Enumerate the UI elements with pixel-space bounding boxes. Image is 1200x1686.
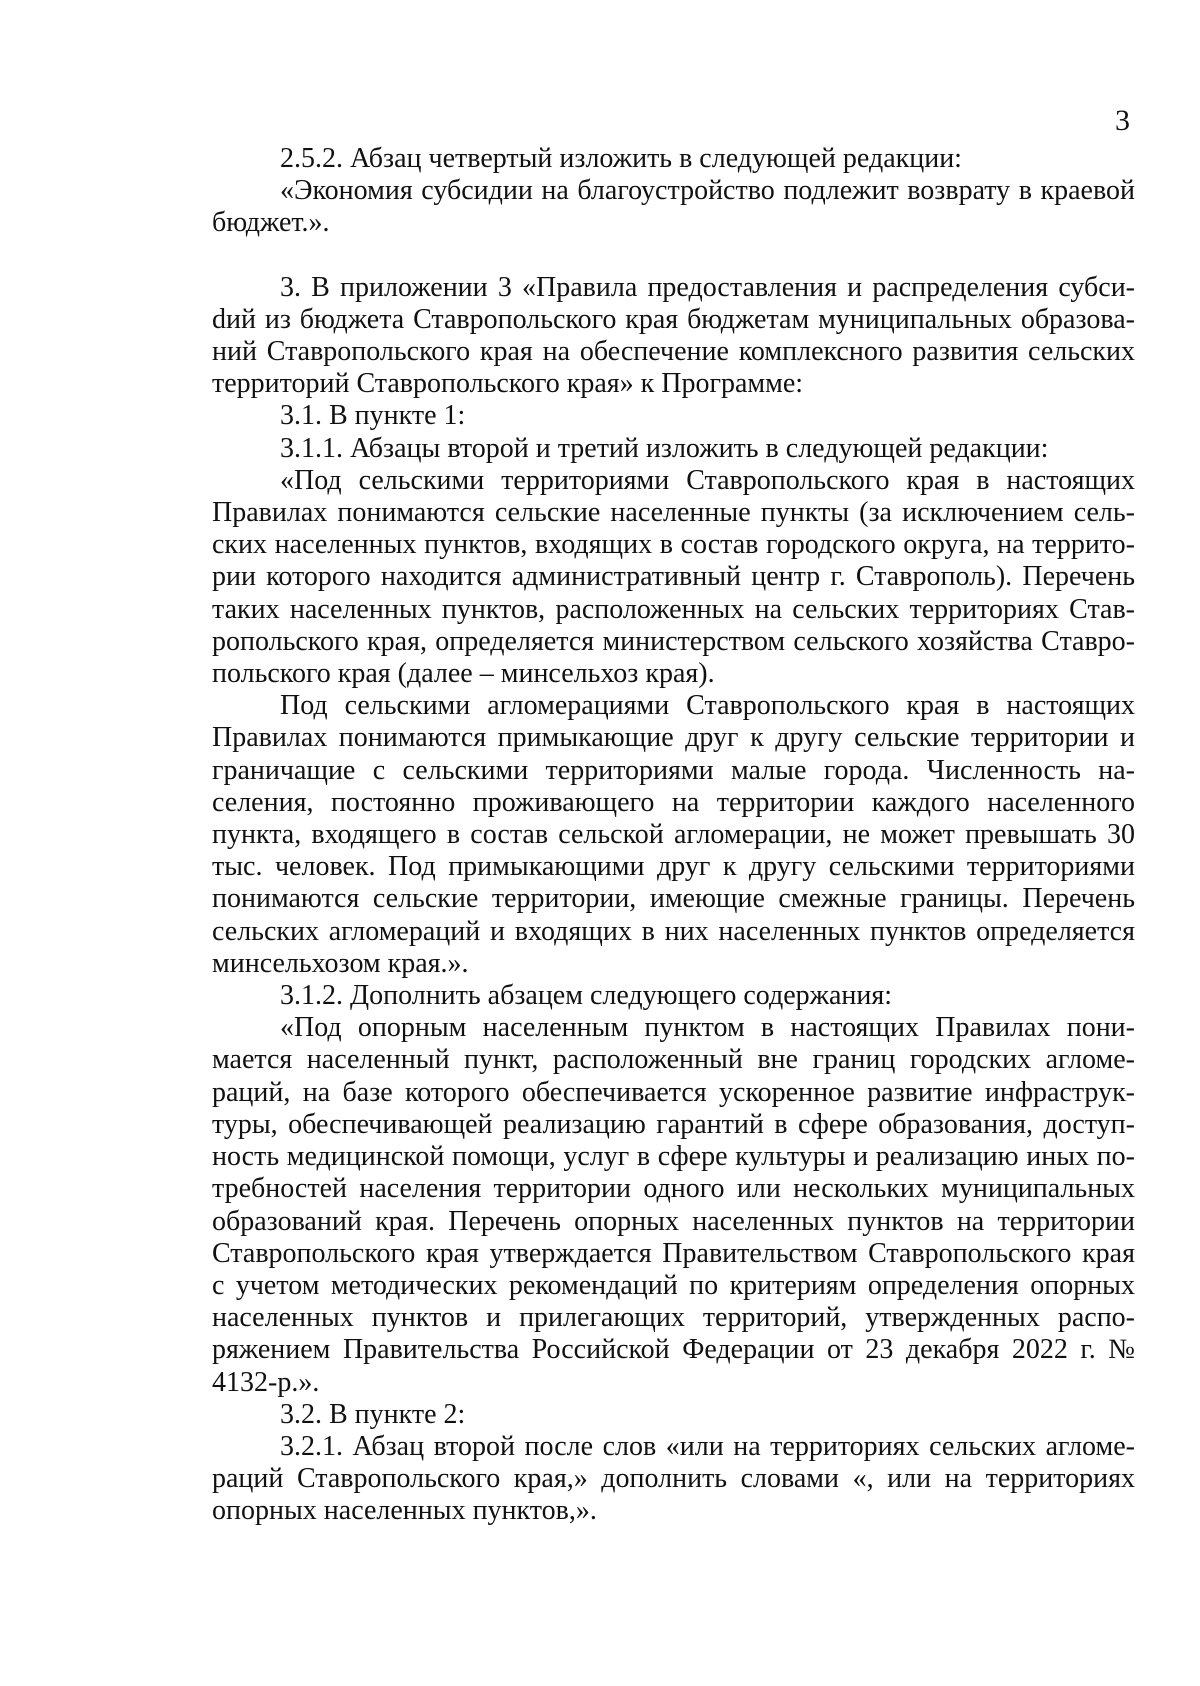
paragraph-rural-territories: «Под сельскими территориями Ставропольского края в настоящих Правилах понимаются сельские населенные пункты (за исключением сельских населенных пунктов, входящих в состав городского округа, на территории которого находится административный центр г. Ставрополь). Перечень таких населенных пунктов, расположенных на сельских территориях Ставропольского края, определяется министерством сельского хозяйства Ставропольского края (далее – минсельхоз края). (212, 464, 1135, 690)
paragraph-3-1-2: 3.1.2. Дополнить абзацем следующего содержания: (280, 980, 893, 1012)
paragraph-3-2-1: 3.2.1. Абзац второй после слов «или на территориях сельских агломераций Ставропольского края,» дополнить словами «, или на территориях опорных населенных пунктов,». (212, 1430, 1135, 1527)
paragraph-3-1: 3.1. В пункте 1: (280, 400, 466, 432)
paragraph-3: 3. В приложении 3 «Правила предоставления и распределения субсиdий из бюджета Ставропольского края бюджетам муниципальных образований Ставропольского края на обеспечение комплексного развития сельских территорий Ставропольского края» к Программе: (212, 271, 1135, 400)
page-number: 3 (1115, 104, 1130, 137)
paragraph-3-1-1: 3.1.1. Абзацы второй и третий изложить в следующей редакции: (280, 432, 1049, 464)
paragraph-spacer (212, 240, 1135, 272)
document-body (212, 143, 1135, 1528)
paragraph-quote-economy: «Экономия субсидии на благоустройство подлежит возврату в краевой бюджет.». (212, 175, 1135, 239)
paragraph-3-2: 3.2. В пункте 2: (280, 1398, 466, 1430)
paragraph-2-5-2: 2.5.2. Абзац четвертый изложить в следующей редакции: (280, 143, 962, 174)
paragraph-rural-agglomerations: Под сельскими агломерациями Ставропольского края в настоящих Правилах понимаются примыкающие друг к другу сельские территории и граничащие с сельскими территориями малые города. Численность населения, постоянно проживающего на территории каждого населенного пункта, входящего в состав сельской агломерации, не может превышать 30 тыс. человек. Под примыкающими друг к другу сельскими территориями понимаются сельские территории, имеющие смежные границы. Перечень сельских агломераций и входящих в них населенных пунктов определяется минсельхозом края.». (212, 690, 1135, 979)
paragraph-support-settlement: «Под опорным населенным пунктом в настоящих Правилах понимается населенный пункт, расположенный вне границ городских агломераций, на базе которого обеспечивается ускоренное развитие инфраструктуры, обеспечивающей реализацию гарантий в сфере образования, доступность медицинской помощи, услуг в сфере культуры и реализацию иных потребностей населения территории одного или нескольких муниципальных образований края. Перечень опорных населенных пунктов на территории Ставропольского края утверждается Правительством Ставропольского края с учетом методических рекомендаций по критериям определения опорных населенных пунктов и прилегающих территорий, утвержденных распоряжением Правительства Российской Федерации от 23 декабря 2022 г. № 4132-р.». (212, 1012, 1135, 1398)
